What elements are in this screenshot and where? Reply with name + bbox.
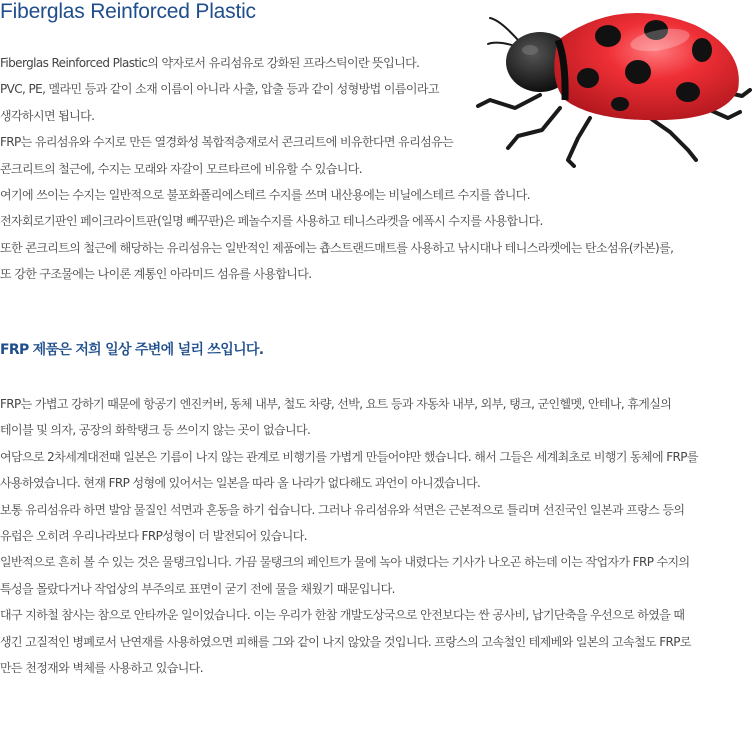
text-line: 여담으로 2차세계대전때 일본은 기름이 나지 않는 관계로 비행기를 가볍게 만들어야만 했습니다. 해서 그들은 세계최초로 비행기 동체에 FRP를 (0, 449, 698, 464)
text-line: 또한 콘크리트의 철근에 해당하는 유리섬유는 일반적인 제품에는 춉스트랜드매트를 사용하고 낚시대나 테니스라켓에는 탄소섬유(카본)를, (0, 240, 674, 255)
text-line: 만든 천정재와 벽체를 사용하고 있습니다. (0, 660, 203, 675)
text-line: 생긴 고질적인 병폐로서 난연재를 사용하였으면 피해를 그와 같이 나지 않았을 것입니다. 프랑스의 고속철인 테제베와 일본의 고속철도 FRP로 (0, 634, 691, 649)
text-line: Fiberglas Reinforced Plastic의 약자로서 유리섬유로 강화된 프라스틱이란 뜻입니다. (0, 56, 420, 70)
text-line: 보통 유리섬유라 하면 발암 물질인 석면과 혼동을 하기 쉽습니다. 그러나 유리섬유와 석면은 근본적으로 틀리며 선진국인 일본과 프랑스 등의 (0, 502, 685, 517)
text-line: 생각하시면 됩니다. (0, 108, 95, 123)
text-line: 또 강한 구조물에는 나이론 계통인 아라미드 섬유를 사용합니다. (0, 267, 312, 282)
text-line: 전자회로기판인 페이크라이트판(일명 뻬꾸판)은 페놀수지를 사용하고 테니스라켓을 에폭시 수지를 사용합니다. (0, 214, 543, 229)
text-line: 여기에 쓰이는 수지는 일반적으로 불포화폴리에스테르 수지를 쓰며 내산용에는 비닐에스테르 수지를 씁니다. (0, 187, 531, 202)
intro-paragraph (0, 50, 673, 288)
text-line: 특성을 몰랐다거나 작업상의 부주의로 표면이 굳기 전에 물을 채웠기 때문입니다. (0, 581, 395, 596)
text-line: 사용하였습니다. 현재 FRP 성형에 있어서는 일본을 따라 올 나라가 없다해도 과언이 아니겠습니다. (0, 476, 481, 491)
text-line: 일반적으로 흔히 볼 수 있는 것은 물탱크입니다. 가끔 물탱크의 페인트가 물에 녹아 내렸다는 기사가 나오곤 하는데 이는 작업자가 FRP 수지의 (0, 555, 690, 570)
text-line: FRP는 가볍고 강하기 때문에 항공기 엔진커버, 동체 내부, 철도 차량, 선박, 요트 등과 자동차 내부, 외부, 탱크, 군인헬멧, 안테나, 휴게실의 (0, 397, 672, 411)
text-line: FRP는 유리섬유와 수지로 만든 열경화성 복합적층재로서 콘크리트에 비유한다면 유리섬유는 (0, 135, 454, 150)
text-line: 콘크리트의 철근에, 수지는 모래와 자갈이 모르타르에 비유할 수 있습니다. (0, 161, 362, 176)
body-paragraph (0, 391, 698, 681)
text-line: 대구 지하철 참사는 참으로 안타까운 일이었습니다. 이는 우리가 한참 개발도상국으로 안전보다는 싼 공사비, 납기단축을 우선으로 하였을 때 (0, 608, 685, 623)
text-line: 유럽은 오히려 우리나라보다 FRP성형이 더 발전되어 있습니다. (0, 528, 307, 543)
text-line: PVC, PE, 멜라민 등과 같이 소재 이름이 아니라 사출, 압출 등과 같이 성형방법 이름이라고 (0, 82, 439, 97)
page-title: Fiberglas Reinforced Plastic (0, 0, 256, 23)
text-line: 테이블 및 의자, 공장의 화학탱크 등 쓰이지 않는 곳이 없습니다. (0, 423, 311, 438)
section-heading: FRP 제품은 저희 일상 주변에 널리 쓰입니다. (0, 342, 264, 358)
